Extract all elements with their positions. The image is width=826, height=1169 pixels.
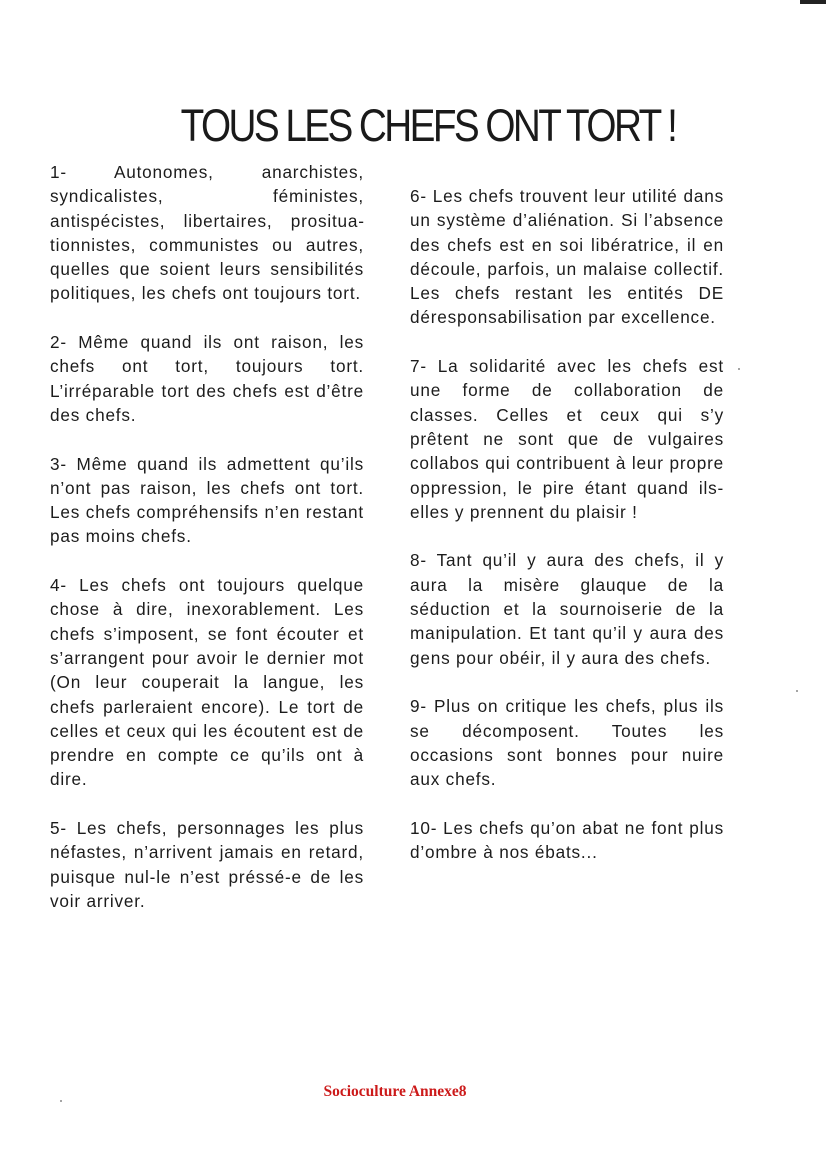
list-item: 6- Les chefs trouvent leur utilité dans un système d’aliénation. Si l’absence des chefs est en soi libératrice, il en découle, parfois, un malaise collectif. Les chefs restant les entités DE déresponsabilisation par excellence.: [410, 186, 724, 328]
list-item: 5- Les chefs, personnages les plus néfastes, n’arrivent jamais en retard, puisque nul-le n’est préssé-e de les voir arriver.: [50, 818, 364, 911]
scan-edge-mark: [800, 0, 826, 4]
scan-speck: [796, 690, 798, 692]
left-column: [50, 160, 364, 938]
scan-speck: [738, 368, 740, 370]
right-column: [410, 160, 724, 889]
list-item: 8- Tant qu’il y aura des chefs, il y aura la misère glauque de la séduction et la sournoiserie de la manipulation. Et tant qu’il y aura des gens pour obéir, il y aura des chefs.: [410, 550, 724, 668]
page-title: TOUS LES CHEFS ONT TORT !: [180, 100, 676, 151]
list-item: 7- La solidarité avec les chefs est une forme de collaboration de classes. Celles et ceux qui s’y prêtent ne sont que de vulgaires collabos qui contribuent à leur propre oppression, le pire étant quand ils-elles y prennent du plaisir !: [410, 356, 724, 522]
list-item: 9- Plus on critique les chefs, plus ils se décomposent. Toutes les occasions sont bonnes pour nuire aux chefs.: [410, 696, 724, 790]
list-item: 4- Les chefs ont toujours quelque chose à dire, inexorablement. Les chefs s’imposent, se font écouter et s’arrangent pour avoir le dernier mot (On leur couperait la langue, les chefs parleraient encore). Le tort de celles et ceux qui les écoutent est de prendre en compte ce qu’ils ont à dire.: [50, 575, 364, 790]
list-item: 1- Autonomes, anarchistes, syndicalistes, féministes, antispécistes, libertaires, prosituationnistes, communistes ou autres, quelles que soient leurs sensibilités politiques, les chefs ont toujours tort.: [50, 162, 364, 304]
list-item: 2- Même quand ils ont raison, les chefs ont tort, toujours tort. L’irréparable tort des chefs est d’être des chefs.: [50, 332, 364, 425]
scan-speck: [60, 1100, 62, 1102]
list-item: 10- Les chefs qu’on abat ne font plus d’ombre à nos ébats...: [410, 817, 724, 863]
list-item: 3- Même quand ils admettent qu’ils n’ont pas raison, les chefs ont tort. Les chefs compréhensifs n’en restant pas moins chefs.: [50, 453, 364, 547]
footer-label: Socioculture Annexe8: [323, 1083, 467, 1100]
